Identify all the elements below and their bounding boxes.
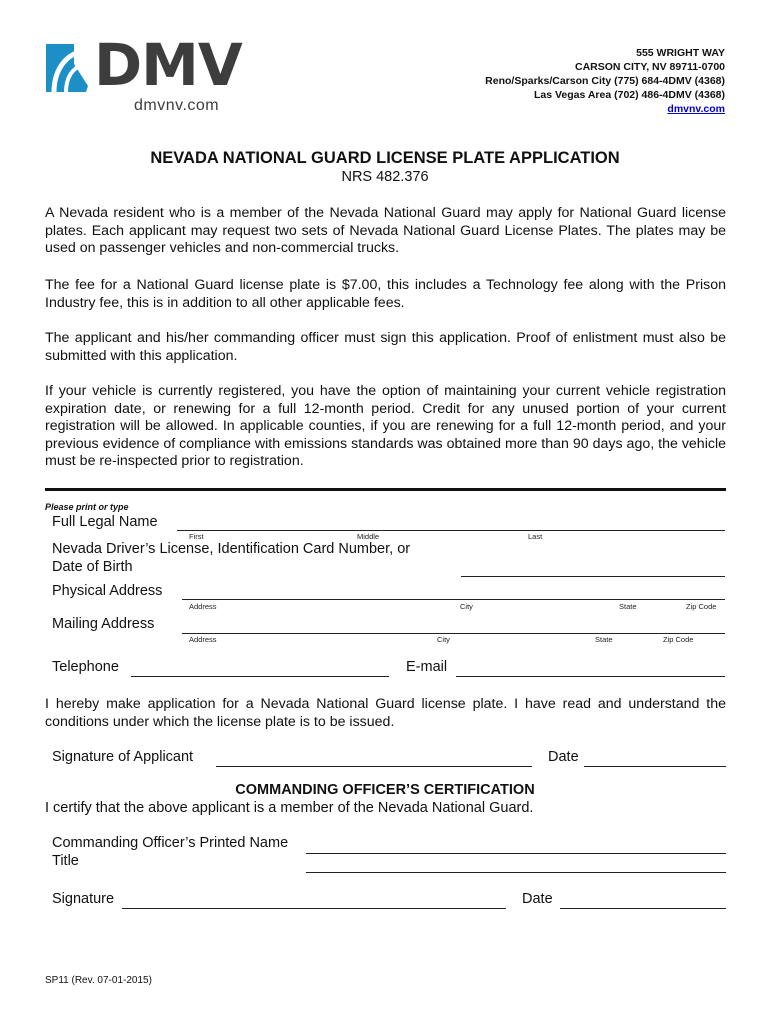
physical-state-caption: State bbox=[619, 602, 637, 611]
dmv-logo bbox=[44, 31, 274, 116]
physical-address-label: Physical Address bbox=[52, 583, 163, 599]
physical-address-caption: Address bbox=[189, 602, 217, 611]
officer-printed-name-input[interactable] bbox=[306, 835, 726, 853]
physical-city-caption: City bbox=[460, 602, 473, 611]
officer-date-input[interactable] bbox=[560, 890, 726, 908]
section-divider bbox=[45, 488, 726, 491]
officer-date-label: Date bbox=[522, 891, 553, 907]
applicant-signature-line bbox=[216, 766, 532, 767]
license-or-dob-line bbox=[461, 576, 725, 577]
mailing-zip-caption: Zip Code bbox=[663, 635, 694, 644]
officer-signature-input[interactable] bbox=[122, 890, 506, 908]
officer-date-line bbox=[560, 908, 726, 909]
paragraph-signatures: The applicant and his/her commanding officer must sign this application. Proof of enlistment must also be submitted with this application. bbox=[45, 330, 726, 364]
date-of-birth-label: Date of Birth bbox=[52, 559, 133, 575]
officer-signature-line bbox=[122, 908, 506, 909]
name-middle-caption: Middle bbox=[357, 532, 380, 541]
telephone-line bbox=[131, 676, 389, 677]
phone-las-vegas: Las Vegas Area (702) 486-4DMV (4368) bbox=[533, 89, 725, 101]
officer-title-input[interactable] bbox=[306, 854, 726, 872]
mailing-state-caption: State bbox=[595, 635, 613, 644]
license-or-dob-input[interactable] bbox=[461, 558, 725, 576]
name-first-caption: First bbox=[189, 532, 204, 541]
officer-title-line bbox=[306, 872, 726, 873]
declaration-text: I hereby make application for a Nevada National Guard license plate. I have read and understand the conditions under which the license plate is to be issued. bbox=[45, 696, 726, 730]
mailing-address-line bbox=[182, 633, 725, 634]
email-line bbox=[456, 676, 725, 677]
agency-address-block bbox=[485, 46, 725, 116]
officer-printed-name-label: Commanding Officer’s Printed Name bbox=[52, 835, 289, 851]
full-name-label: Full Legal Name bbox=[52, 514, 158, 530]
city-state-zip: CARSON CITY, NV 89711-0700 bbox=[575, 61, 725, 73]
physical-address-input[interactable] bbox=[182, 581, 725, 599]
telephone-input[interactable] bbox=[131, 658, 389, 676]
officer-title-label: Title bbox=[52, 853, 79, 869]
full-name-line bbox=[177, 530, 725, 531]
form-title: NEVADA NATIONAL GUARD LICENSE PLATE APPLICATION bbox=[150, 149, 620, 167]
applicant-signature-label: Signature of Applicant bbox=[52, 749, 194, 765]
applicant-signature-input[interactable] bbox=[216, 748, 532, 766]
print-instruction: Please print or type bbox=[45, 502, 129, 512]
mailing-address-input[interactable] bbox=[182, 615, 725, 633]
officer-signature-label: Signature bbox=[52, 891, 115, 907]
license-number-label: Nevada Driver’s License, Identification Card Number, or bbox=[52, 541, 411, 557]
officer-certification-text: I certify that the above applicant is a member of the Nevada National Guard. bbox=[45, 800, 534, 816]
website-link[interactable]: dmvnv.com bbox=[667, 103, 725, 115]
full-name-input[interactable] bbox=[177, 512, 725, 530]
applicant-date-line bbox=[584, 766, 726, 767]
street-address: 555 WRIGHT WAY bbox=[636, 47, 725, 59]
applicant-date-label: Date bbox=[548, 749, 579, 765]
officer-certification-heading: COMMANDING OFFICER’S CERTIFICATION bbox=[235, 782, 535, 798]
dmv-wordmark: DMV bbox=[94, 31, 242, 99]
dmv-url: dmvnv.com bbox=[134, 97, 220, 114]
paragraph-fee: The fee for a National Guard license plate is $7.00, this includes a Technology fee along with the Prison Industry fee, this is in addition to all other applicable fees. bbox=[45, 277, 726, 311]
physical-zip-caption: Zip Code bbox=[686, 602, 717, 611]
mailing-address-caption: Address bbox=[189, 635, 217, 644]
telephone-label: Telephone bbox=[52, 659, 119, 675]
name-last-caption: Last bbox=[528, 532, 543, 541]
phone-reno: Reno/Sparks/Carson City (775) 684-4DMV (4368) bbox=[485, 75, 725, 87]
paragraph-eligibility: A Nevada resident who is a member of the Nevada National Guard may apply for National Guard license plates. Each applicant may request two sets of Nevada National Guard License Plates. The plates may be used on passenger vehicles and non-commercial trucks. bbox=[45, 205, 726, 257]
statute-reference: NRS 482.376 bbox=[341, 169, 429, 185]
email-input[interactable] bbox=[456, 658, 725, 676]
nevada-state-icon bbox=[44, 42, 90, 94]
form-number-footer: SP11 (Rev. 07-01-2015) bbox=[45, 975, 152, 986]
paragraph-registration: If your vehicle is currently registered, you have the option of maintaining your current vehicle registration expiration date, or renewing for a full 12-month period. Credit for any unused portion of your current registration will be allowed. In applicable counties, if you are renewing for a full 12-month period, and your previous evidence of compliance with emissions standards was obtained more than 90 days ago, the vehicle must be re-inspected prior to registration. bbox=[45, 383, 726, 470]
mailing-address-label: Mailing Address bbox=[52, 616, 155, 632]
email-label: E-mail bbox=[406, 659, 448, 675]
mailing-city-caption: City bbox=[437, 635, 450, 644]
physical-address-line bbox=[182, 599, 725, 600]
applicant-date-input[interactable] bbox=[584, 748, 726, 766]
